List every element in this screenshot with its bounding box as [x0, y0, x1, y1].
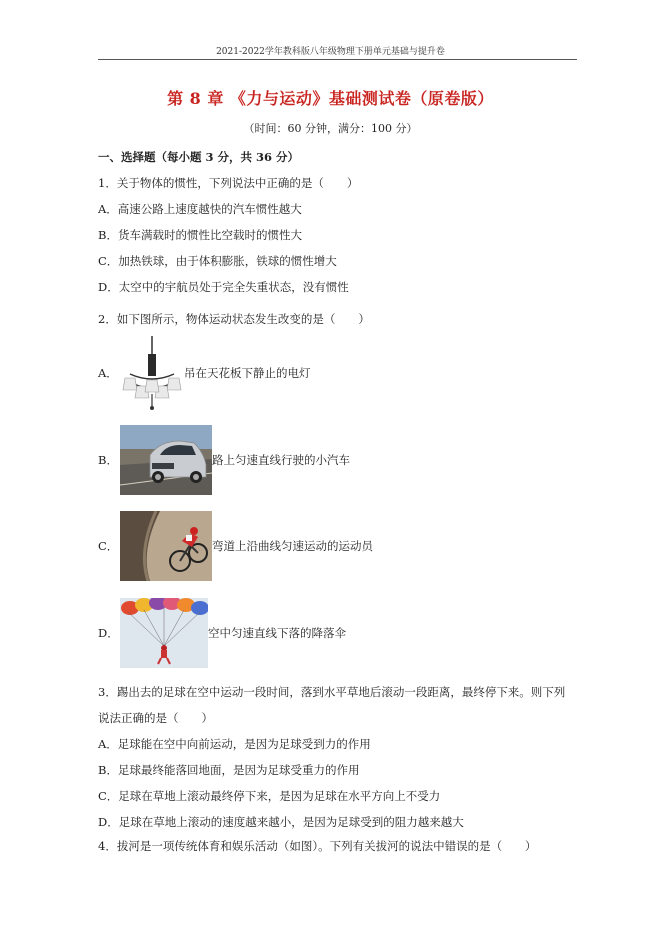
question-2-option-d: [98, 598, 346, 668]
option-letter: C．: [98, 539, 119, 553]
question-3-option-c: C．足球在草地上滚动最终停下来，是因为足球在水平方向上不受力: [98, 789, 441, 803]
question-3-option-a: A．足球能在空中向前运动，是因为足球受到力的作用: [98, 737, 371, 751]
option-text: 空中匀速直线下落的降落伞: [208, 626, 346, 640]
question-2-option-a: [98, 334, 311, 412]
section-heading: 一、选择题（每小题 3 分，共 36 分）: [98, 150, 300, 164]
question-3-stem-line-1: 3．踢出去的足球在空中运动一段时间，落到水平草地后滚动一段距离，最终停下来。则下列: [98, 685, 566, 699]
question-1-option-a: A．高速公路上速度越快的汽车惯性越大: [98, 202, 302, 216]
option-letter: B．: [98, 453, 118, 467]
question-1-option-c: C．加热铁球，由于体积膨胀，铁球的惯性增大: [98, 254, 337, 268]
chandelier-image: [120, 334, 184, 412]
parachute-image: [120, 598, 208, 668]
question-2-option-c: [98, 511, 373, 581]
question-3-option-d: D．足球在草地上滚动的速度越来越小，是因为足球受到的阻力越来越大: [98, 815, 464, 829]
question-1-option-d: D．太空中的宇航员处于完全失重状态，没有惯性: [98, 280, 349, 294]
question-1-option-b: B．货车满载时的惯性比空载时的惯性大: [98, 228, 302, 242]
option-letter: A．: [98, 366, 118, 380]
question-3-option-b: B．足球最终能落回地面，是因为足球受重力的作用: [98, 763, 360, 777]
option-letter: D．: [98, 626, 119, 640]
question-3-stem-line-2: 说法正确的是（ ）: [98, 711, 213, 725]
question-4-stem: 4．拔河是一项传统体育和娱乐活动（如图）。下列有关拔河的说法中错误的是（ ）: [98, 839, 537, 853]
header-divider: [98, 59, 577, 60]
option-text: 路上匀速直线行驶的小汽车: [212, 453, 350, 467]
car-image: [120, 425, 212, 495]
exam-meta: （时间：60 分钟，满分：100 分）: [243, 122, 418, 135]
question-2-option-b: [98, 425, 350, 495]
option-text: 吊在天花板下静止的电灯: [184, 366, 311, 380]
question-2-stem: 2．如下图所示，物体运动状态发生改变的是（ ）: [98, 312, 370, 326]
page-header: 2021-2022学年教科版八年级物理下册单元基础与提升卷: [216, 47, 445, 57]
option-text: 弯道上沿曲线匀速运动的运动员: [212, 539, 373, 553]
question-1-stem: 1．关于物体的惯性，下列说法中正确的是（ ）: [98, 176, 359, 190]
page-title: 第 8 章 《力与运动》基础测试卷（原卷版）: [167, 89, 494, 108]
cyclist-image: [120, 511, 212, 581]
